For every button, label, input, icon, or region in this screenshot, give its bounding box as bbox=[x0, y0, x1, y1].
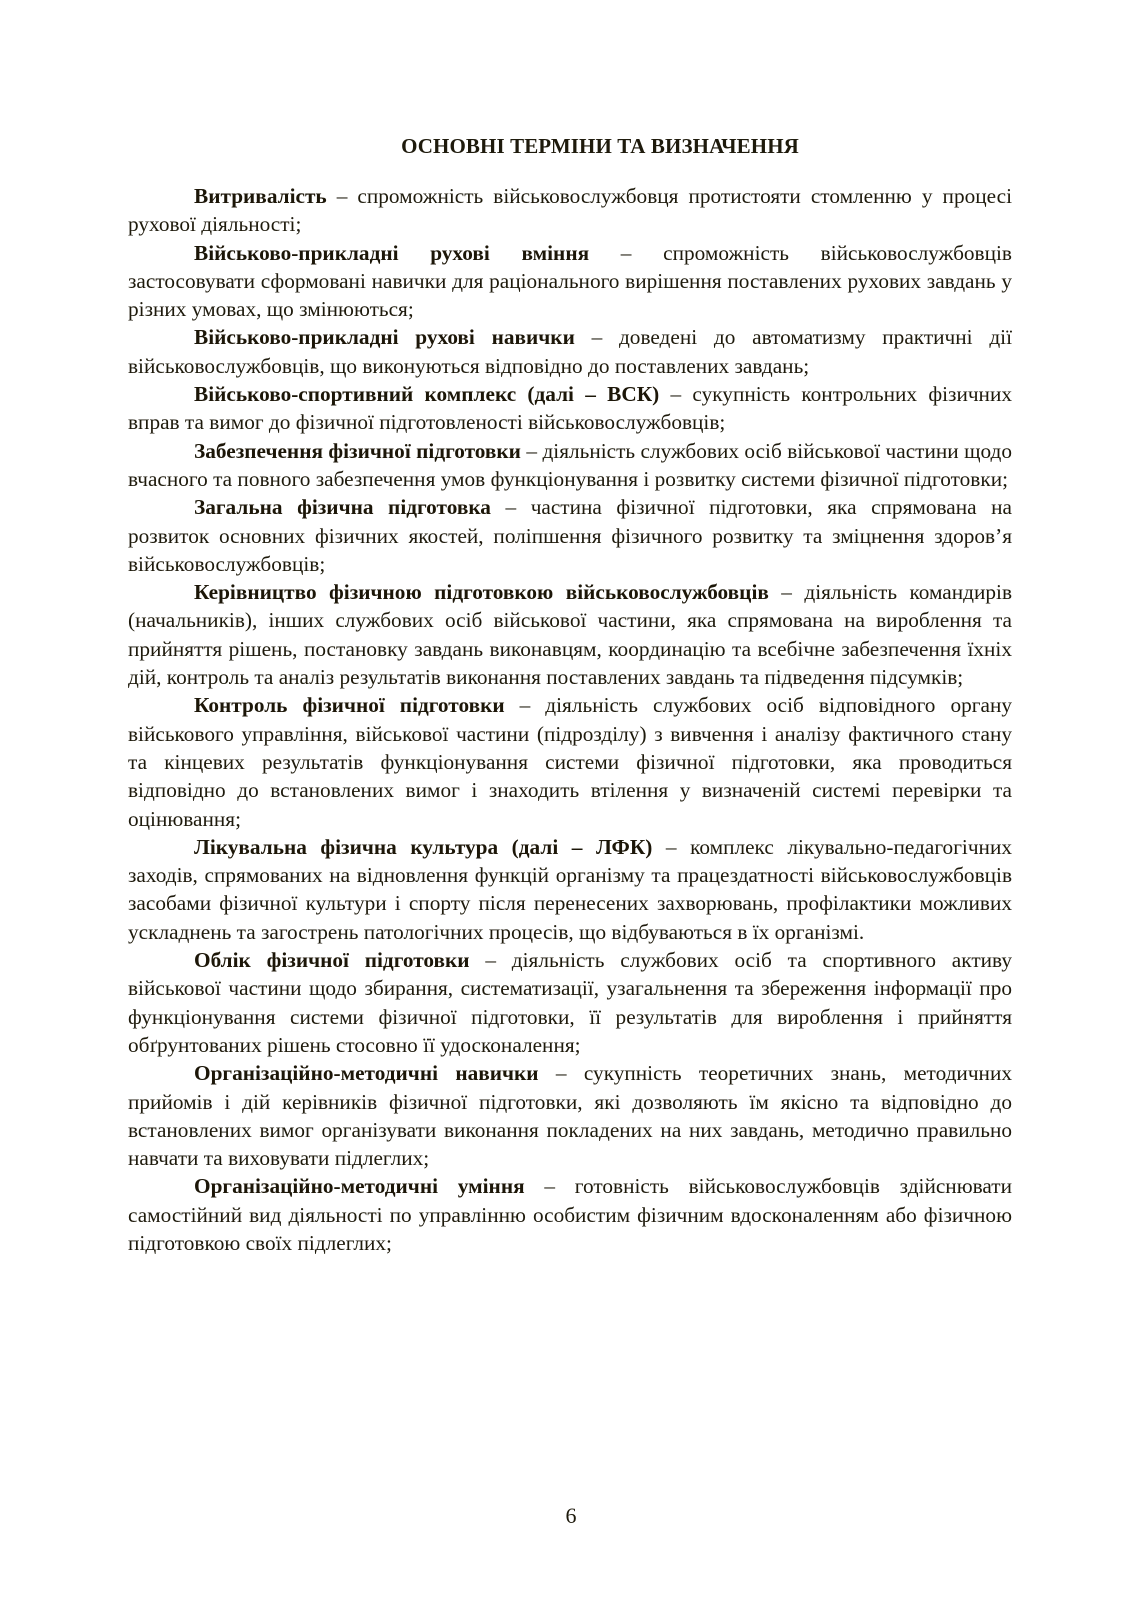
term-definition: – діяльність службових осіб та спортивного активу військової частини щодо збирання, систематизації, узагальнення та збереження інформації про функціонування системи фізичної підготовки, її результатів для вироблення і прийняття обґрунтованих рішень стосовно її удосконалення; bbox=[128, 948, 1013, 1057]
page-title: ОСНОВНІ ТЕРМІНИ ТА ВИЗНАЧЕННЯ bbox=[401, 134, 799, 158]
term-name: Військово-спортивний комплекс (далі – ВСК) bbox=[194, 382, 660, 407]
term-definition: – доведені до автоматизму практичні дії військовослужбовців, що виконуються відповідно до поставлених завдань; bbox=[128, 325, 1012, 378]
term-name: Загальна фізична підготовка bbox=[194, 495, 491, 520]
term-definition: – спроможність військовослужбовця протистояти стомленню у процесі рухової діяльності; bbox=[128, 184, 1012, 237]
term-definition: – сукупність теоретичних знань, методичних прийомів і дій керівників фізичної підготовки, які дозволяють їм якісно та відповідно до встановлених вимог організувати виконання покладених на них завдань, методично правильно навчати та виховувати підлеглих; bbox=[128, 1061, 1012, 1171]
term-definition: – діяльність службових осіб відповідного органу військового управління, військової частини (підрозділу) з вивчення і аналізу фактичного стану та кінцевих результатів функціонування системи фізичної підготовки, яка проводиться відповідно до встановлених вимог і знаходить втілення у визначеній системі перевірки та оцінювання; bbox=[128, 693, 1012, 831]
term-entry bbox=[128, 437, 1012, 494]
term-definition: – готовність військовослужбовців здійснювати самостійний вид діяльності по управлінню особистим фізичним вдосконаленням або фізичною підготовкою своїх підлеглих; bbox=[128, 1174, 1012, 1255]
term-entry bbox=[128, 578, 1012, 691]
term-name: Керівництво фізичною підготовкою військовослужбовців bbox=[194, 580, 769, 605]
term-definition: – спроможність військовослужбовців застосовувати сформовані навички для раціонального вирішення поставлених рухових завдань у різних умовах, що змінюються; bbox=[128, 240, 1012, 322]
term-definition: – комплекс лікувально-педагогічних заходів, спрямованих на відновлення функцій організму та працездатності військовослужбовців засобами фізичної культури і спорту після перенесених захворювань, профілактики можливих ускладнень та загострень патологічних процесів, що відбуваються в їх організмі. bbox=[128, 834, 1012, 944]
page-number: 6 bbox=[565, 1503, 577, 1528]
term-entry bbox=[128, 946, 1012, 1059]
term-entry bbox=[128, 239, 1012, 324]
term-definition: – частина фізичної підготовки, яка спрямована на розвиток основних фізичних якостей, поліпшення фізичного розвитку та зміцнення здоров’я військовослужбовців; bbox=[128, 495, 1012, 576]
term-name: Лікувальна фізична культура (далі – ЛФК) bbox=[194, 834, 653, 859]
term-definition: – сукупність контрольних фізичних вправ та вимог до фізичної підготовленості військовослужбовців; bbox=[128, 382, 1012, 435]
term-entry bbox=[128, 380, 1012, 437]
term-entry bbox=[128, 1172, 1012, 1257]
document-page bbox=[128, 132, 1012, 1257]
term-name: Облік фізичної підготовки bbox=[194, 948, 470, 973]
term-entry bbox=[128, 182, 1012, 239]
term-definition: – діяльність службових осіб військової частини щодо вчасного та повного забезпечення умов функціонування і розвитку системи фізичної підготовки; bbox=[128, 438, 1013, 491]
term-definition: – діяльність командирів (начальників), інших службових осіб військової частини, яка спрямована на вироблення та прийняття рішень, постановку завдань виконавцям, координацію та всебічне забезпечення їхніх дій, контроль та аналіз результатів виконання поставлених завдань та підведення підсумків; bbox=[128, 580, 1012, 690]
term-entry bbox=[128, 1059, 1012, 1172]
term-entry bbox=[128, 323, 1012, 380]
term-entry bbox=[128, 691, 1012, 832]
term-name: Витривалість bbox=[194, 184, 327, 208]
term-name: Організаційно-методичні уміння bbox=[194, 1174, 525, 1199]
term-entry bbox=[128, 493, 1012, 578]
term-name: Забезпечення фізичної підготовки bbox=[194, 438, 521, 463]
term-name: Військово-прикладні рухові навички bbox=[194, 325, 575, 350]
term-name: Контроль фізичної підготовки bbox=[194, 693, 505, 718]
term-name: Військово-прикладні рухові вміння bbox=[194, 240, 590, 265]
term-name: Організаційно-методичні навички bbox=[194, 1061, 539, 1086]
term-entry bbox=[128, 833, 1012, 946]
